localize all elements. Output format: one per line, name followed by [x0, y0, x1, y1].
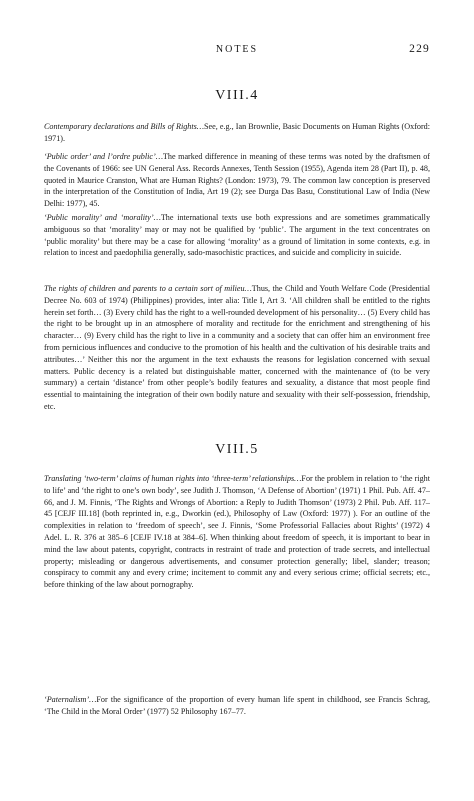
- note-text: For the significance of the proportion of every human life spent in childhood, see Francis Schrag, ‘The Child in the Moral Order’ (1977) 52 Philosophy 167–77.: [44, 695, 430, 716]
- running-head-title: NOTES: [215, 44, 259, 55]
- section-heading: VIII.4: [215, 88, 259, 103]
- note-paragraph: [44, 121, 430, 145]
- note-lead: ‘Public morality’ and ‘morality’…: [44, 213, 161, 222]
- note-text: For the problem in relation to ‘the right to life’ and ‘the right to one’s own body’, see Judith J. Thomson, ‘A Defense of Abortion’ (1971) 1 Phil. Pub. Aff. 47–66, and J. M. Finnis, ‘The Rights and Wrongs of Abortion: a Reply to Judith Thomson’ (1973) 2 Phil. Pub. Aff. 117–45 [CEJF III.18] (both reprinted in, e.g., Dworkin (ed.), Philosophy of Law (Oxford: 1977) ). For an outline of the complexities in relation to ‘freedom of speech’, see J. Finnis, ‘Some Professorial Fallacies about Rights’ (1972) 4 Adel. L. R. 376 at 385–6 [CEJF IV.18 at 384–6]. When thinking about freedom of speech, it is important to bear in mind the law about patents, copyright, contracts in restraint of trade and protection of trade secrets, and intellectual property; misleading or dangerous advertisements, and consumer protection generally; libel, slander; treason; conspiracy to commit any and every crime; incitement to commit any and every serious crime; official secrets; etc., before thinking of the law about pornography.: [44, 474, 430, 590]
- note-paragraph: [44, 212, 430, 259]
- note-text: Thus, the Child and Youth Welfare Code (Presidential Decree No. 603 of 1974) (Philippines) provides, inter alia: Title I, Art 3. ‘All children shall be entitled to the rights herein set forth… (3) Every child has the right to a well-rounded development of his personality… (5) Every child has the right to be brought up in an atmosphere of morality and rectitude for the enrichment and strengthening of his character… (9) Every child has the right to live in a community and a society that can offer him an environment free from pernicious influences and conducive to the promotion of his health and the cultivation of his desirable traits and attributes…’ Neither this nor the argument in the text exhausts the reasons for legislation concerned with sexual matters. Public decency is a related but distinguishable matter, concerned with the maintenance of (to be very summary) a certain ‘distance’ from other people’s bodily features and sexuality, a distance that most people find essential to maintaining the integration of their own bodily nature and sexuality with their self-possession, friendship, etc.: [44, 284, 430, 411]
- note-lead: The rights of children and parents to a certain sort of milieu…: [44, 284, 252, 293]
- note-paragraph: [44, 283, 430, 413]
- note-paragraph: [44, 473, 430, 591]
- note-lead: ‘Public order’ and l’ordre public’…: [44, 152, 163, 161]
- note-lead: Contemporary declarations and Bills of Rights…: [44, 122, 204, 131]
- note-paragraph: [44, 151, 430, 210]
- running-head: [0, 44, 474, 58]
- note-lead: ‘Paternalism’…: [44, 695, 97, 704]
- section-heading: VIII.5: [215, 442, 259, 457]
- note-paragraph: [44, 694, 430, 718]
- note-text: See, e.g., Ian Brownlie, Basic Documents on Human Rights (Oxford: 1971).: [44, 122, 430, 143]
- note-text: The marked difference in meaning of these terms was noted by the draftsmen of the Covenants of 1966: see UN General Ass. Records Annexes, Tenth Session (1955), Agenda item 28 (Part II), p. 48, quoted in Maurice Cranston, What are Human Rights? (London: 1973), 79. The common law conception is preserved in the interpretation of the Constitution of India, Art 19 (2); see Durga Das Basu, Constitutional Law of India (New Delhi: 1977), 45.: [44, 152, 430, 209]
- note-lead: Translating ‘two-term’ claims of human rights into ‘three-term’ relationships…: [44, 474, 302, 483]
- note-text: The international texts use both expressions and are sometimes grammatically ambiguous so that ‘morality’ may or may not be qualified by ‘public’. The argument in the text concentrates on ‘public morality’ but there may be a case for allowing ‘morality’ as a ground of limitation in some contexts, e.g. in relation to incest and paedophilia generally, sado-masochistic practices, and suicide and complicity in suicide.: [44, 213, 431, 258]
- page-number: 229: [409, 43, 430, 55]
